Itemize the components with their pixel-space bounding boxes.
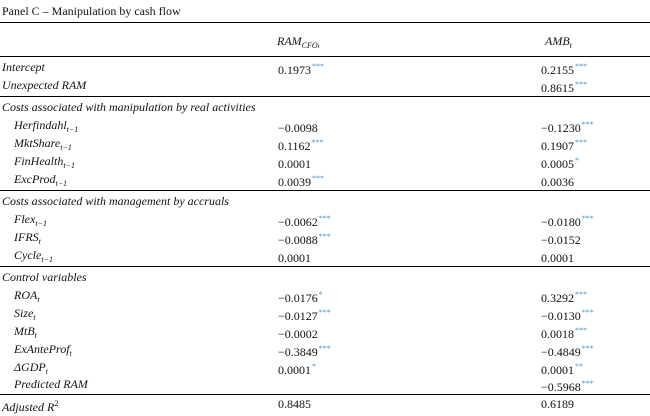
table-row xyxy=(0,170,650,188)
row-label: Herfindahl$_{t-1}$ xyxy=(14,118,79,134)
cell-value: 0.0018*** xyxy=(541,326,587,341)
row-label: Flex$_{t-1}$ xyxy=(14,212,47,228)
row-label: ExAnteProf$_t$ xyxy=(14,342,72,358)
cell-value: 0.0001 xyxy=(541,251,574,265)
cell-value: −0.4849*** xyxy=(541,344,594,359)
cell-value: −0.0127*** xyxy=(278,308,331,323)
cell-value: 0.1907*** xyxy=(541,138,587,153)
cell-value: −0.0176* xyxy=(278,290,323,305)
row-label: Intercept xyxy=(2,60,45,74)
row-label: $ROA_t$ xyxy=(14,288,40,304)
cell-value: 0.0036 xyxy=(541,175,574,189)
row-label: $\Delta GDP_t$ xyxy=(14,360,48,376)
table-row xyxy=(0,375,650,393)
cell-value: −0.0130*** xyxy=(541,308,594,323)
table-row xyxy=(0,286,650,304)
section-rule xyxy=(0,266,650,267)
row-label: Adjusted $R^2$ xyxy=(2,399,59,414)
table-row xyxy=(0,358,650,376)
row-label: Predicted RAM xyxy=(14,377,88,391)
section-label: Control variables xyxy=(2,270,87,284)
cell-value: 0.8485 xyxy=(278,397,311,411)
table-row xyxy=(0,116,650,134)
cell-value: 0.1973*** xyxy=(278,62,324,77)
section-label: Costs associated with manipulation by real activities xyxy=(2,100,256,114)
table-row xyxy=(0,246,650,264)
table-row xyxy=(0,134,650,152)
panel-title: Panel C – Manipulation by cash flow xyxy=(2,4,181,18)
row-label: MktShare$_{t-1}$ xyxy=(14,136,72,152)
cell-value: −0.0002 xyxy=(278,327,318,341)
column-header-ram: $RAM_{CFOt}$ xyxy=(277,34,320,50)
row-label: $IFRS_t$ xyxy=(14,230,41,246)
cell-value: 0.0005* xyxy=(541,156,579,171)
panel-title-row xyxy=(0,2,650,20)
section-header xyxy=(0,268,650,286)
header-rule xyxy=(0,56,650,57)
column-header-amb: $AMB_t$ xyxy=(545,34,572,50)
column-header-row xyxy=(0,32,650,50)
cell-value: 0.0039*** xyxy=(278,174,324,189)
cell-value: −0.1230*** xyxy=(541,120,594,135)
table-row xyxy=(0,304,650,322)
table-row xyxy=(0,152,650,170)
cell-value: −0.0152 xyxy=(541,233,581,247)
top-rule xyxy=(0,22,650,23)
cell-value: 0.0001 xyxy=(278,157,311,171)
row-label: MtB$_t$ xyxy=(14,324,37,340)
section-rule xyxy=(0,96,650,97)
table-row xyxy=(0,322,650,340)
section-label: Costs associated with management by accruals xyxy=(2,194,229,208)
row-label: ExcProd$_{t-1}$ xyxy=(14,172,68,188)
row-label: Unexpected RAM xyxy=(2,78,87,92)
table-row xyxy=(0,228,650,246)
table-row xyxy=(0,340,650,358)
cell-value: 0.2155*** xyxy=(541,62,587,77)
cell-value: −0.0062*** xyxy=(278,214,331,229)
section-rule xyxy=(0,190,650,191)
cell-value: 0.6189 xyxy=(541,397,574,411)
table-row xyxy=(0,58,650,76)
cell-value: −0.0098 xyxy=(278,121,318,135)
section-header xyxy=(0,98,650,116)
cell-value: −0.5968*** xyxy=(541,379,594,394)
row-label: Size$_t$ xyxy=(14,306,36,322)
cell-value: −0.0088*** xyxy=(278,232,331,247)
table-row xyxy=(0,210,650,228)
cell-value: 0.1162*** xyxy=(278,138,324,153)
row-label: FinHealth$_{t-1}$ xyxy=(14,154,75,170)
cell-value: −0.3849*** xyxy=(278,344,331,359)
cell-value: 0.0001 xyxy=(278,251,311,265)
table-row xyxy=(0,76,650,94)
cell-value: 0.8615*** xyxy=(541,80,587,95)
section-header xyxy=(0,192,650,210)
cell-value: 0.0001** xyxy=(541,362,583,377)
cell-value: 0.0001* xyxy=(278,362,316,377)
table-row xyxy=(0,395,650,413)
row-label: Cycle$_{t-1}$ xyxy=(14,248,53,264)
cell-value: 0.3292*** xyxy=(541,290,587,305)
cell-value: −0.0180*** xyxy=(541,214,594,229)
